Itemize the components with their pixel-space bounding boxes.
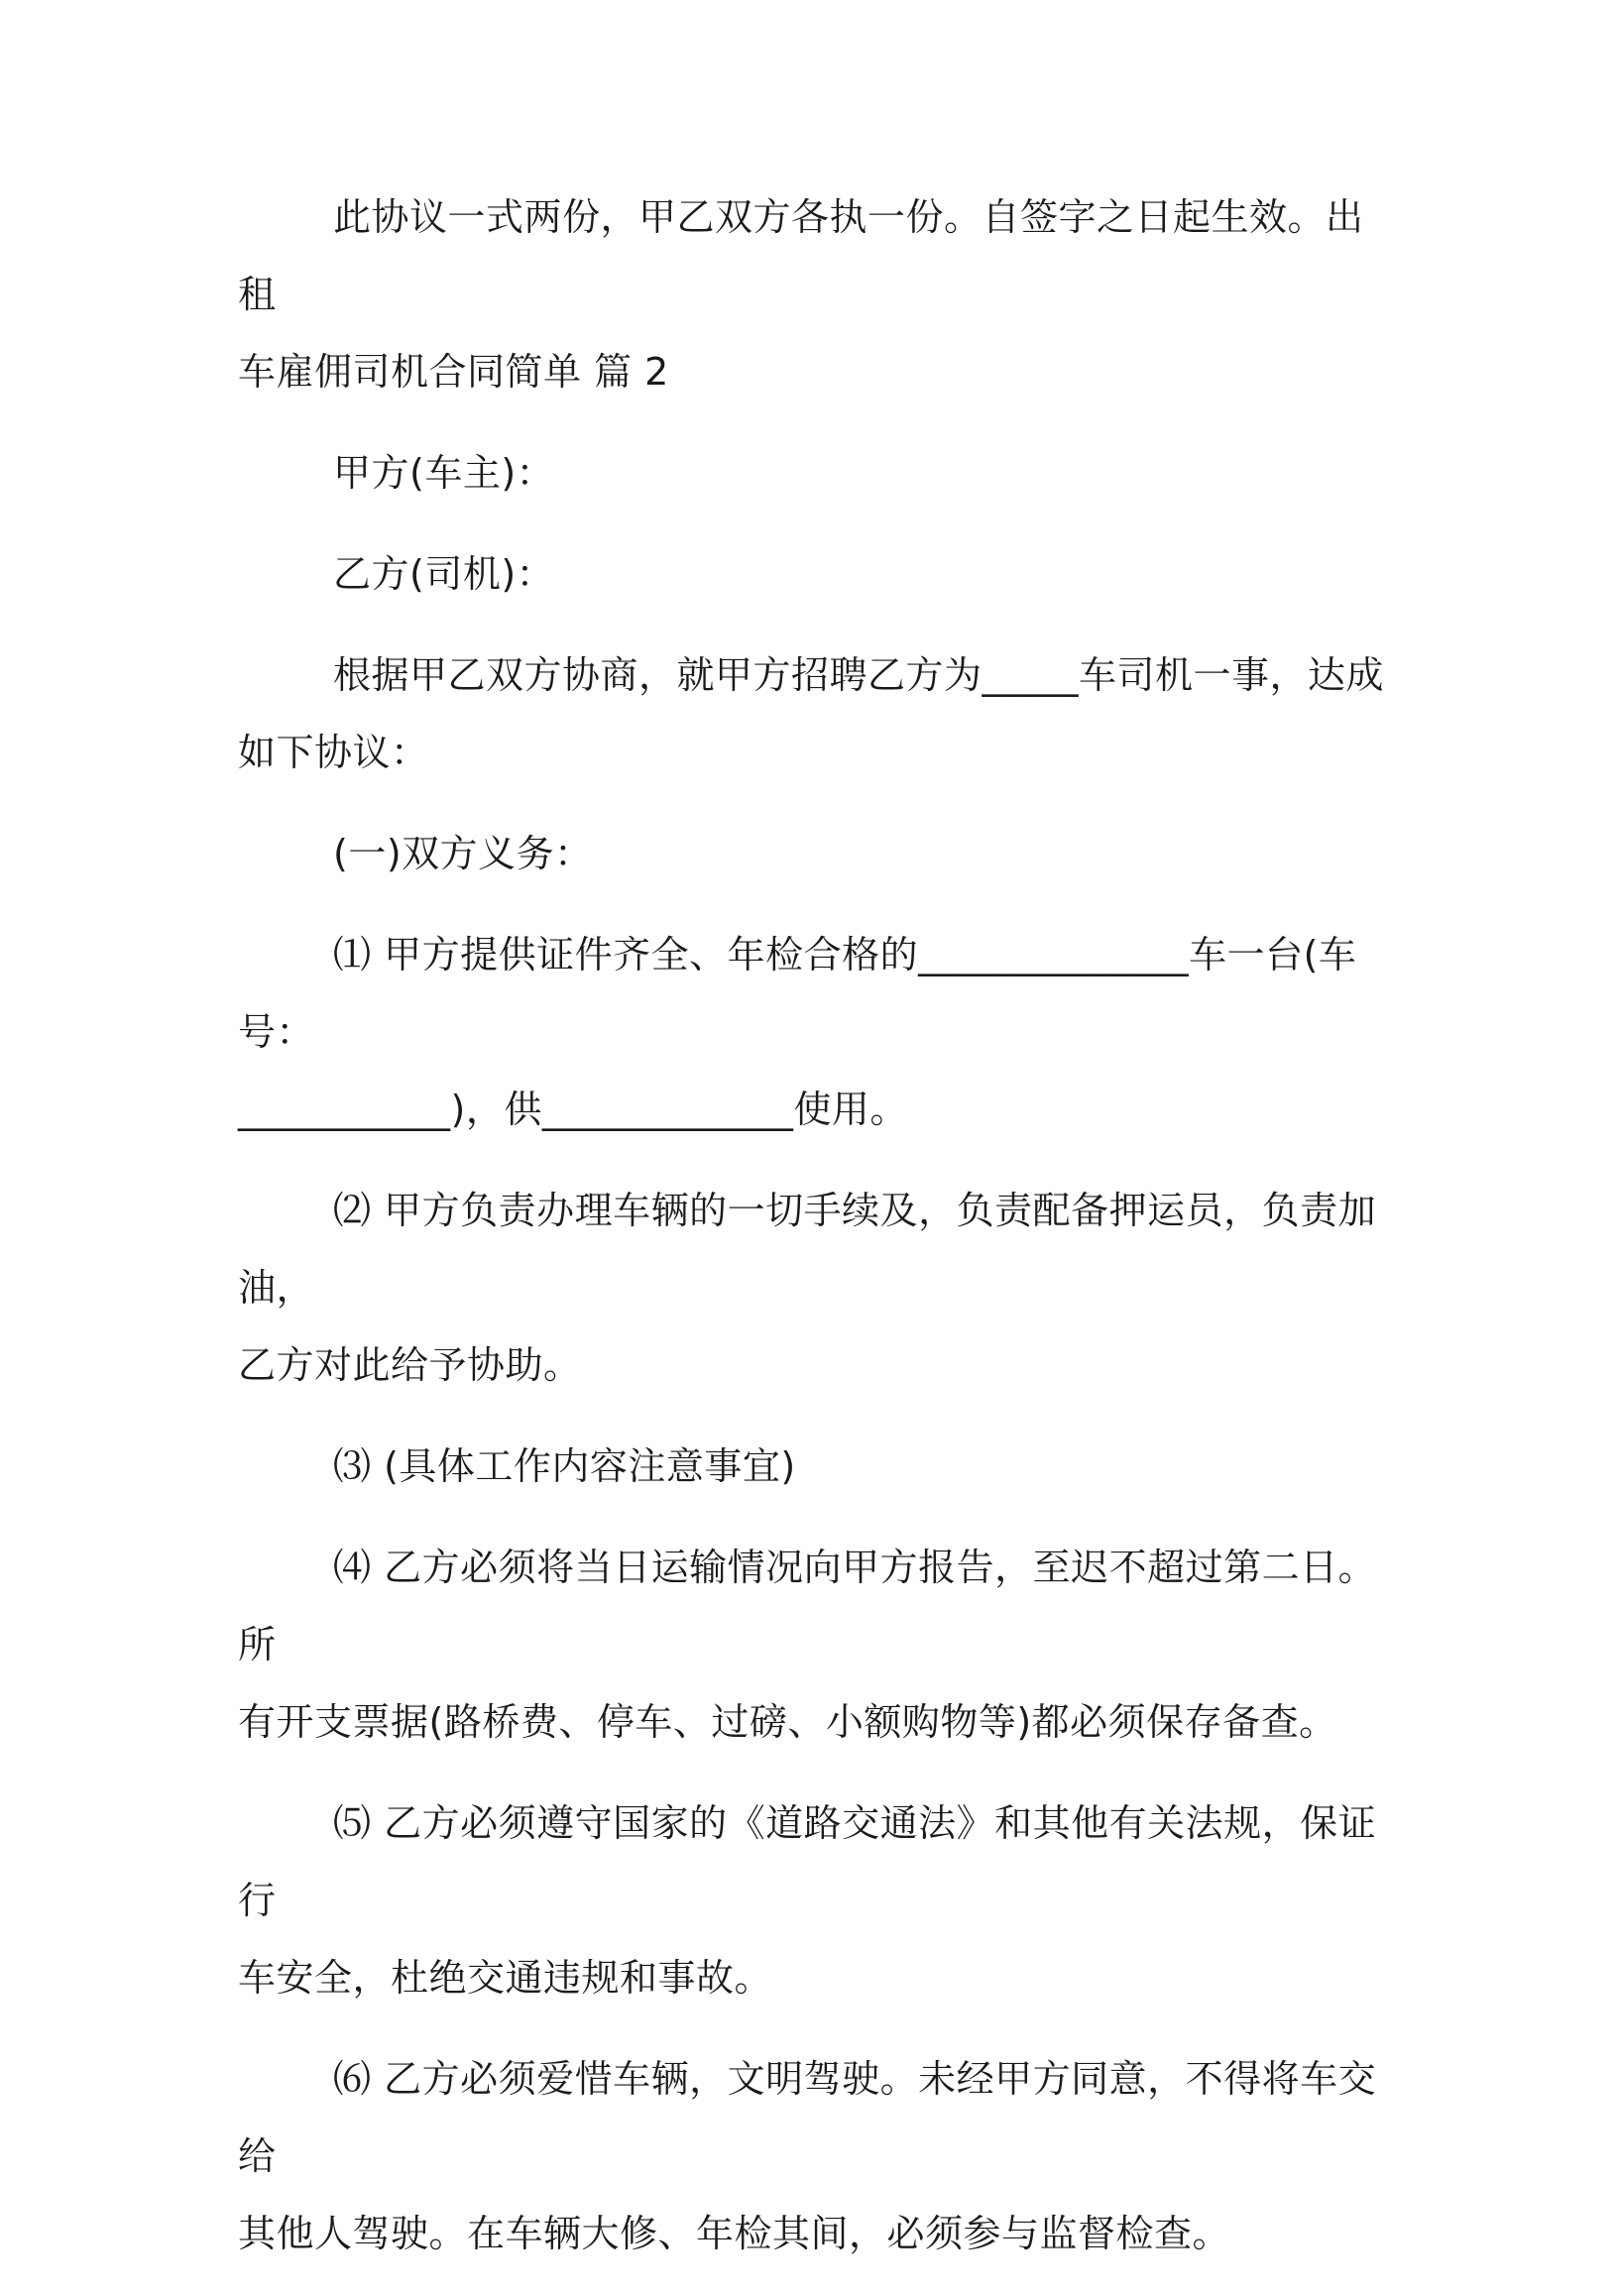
paragraph-line: 根据甲乙双方协商，就甲方招聘乙方为_____车司机一事，达成 [333,653,1385,697]
clause-3 [238,1428,1388,1505]
clause-1 [238,916,1388,1148]
paragraph-party-b [238,535,1388,613]
clause-5 [238,1784,1388,2016]
paragraph-line: 车雇佣司机合同简单 篇 2 [238,350,669,394]
paragraph-line: ⑸ 乙方必须遵守国家的《道路交通法》和其他有关法规，保证行 [238,1801,1377,1922]
paragraph-line: ⑶ (具体工作内容注意事宜) [333,1444,796,1488]
paragraph-line: 车安全，杜绝交通违规和事故。 [238,1956,773,2000]
paragraph-line: 乙方(司机)： [333,552,555,596]
document-body [238,178,1388,2296]
paragraph-line: 其他人驾驶。在车辆大修、年检其间，必须参与监督检查。 [238,2212,1231,2255]
paragraph-line: 此协议一式两份，甲乙双方各执一份。自签字之日起生效。出租 [238,195,1364,316]
paragraph-line: ⑹ 乙方必须爱惜车辆，文明驾驶。未经甲方同意，不得将车交给 [238,2057,1377,2178]
paragraph-line: 乙方对此给予协助。 [238,1343,582,1387]
paragraph-line: ⑴ 甲方提供证件齐全、年检合格的______________车一台(车号： [238,933,1357,1054]
paragraph-line: 甲方(车主)： [333,451,555,495]
clause-6 [238,2040,1388,2272]
clause-4 [238,1529,1388,1761]
clause-2 [238,1172,1388,1404]
paragraph-line: 如下协议： [238,731,429,774]
paragraph-line: 有开支票据(路桥费、停车、过磅、小额购物等)都必须保存备查。 [238,1700,1337,1744]
paragraph-party-a [238,434,1388,512]
paragraph-line: ⑷ 乙方必须将当日运输情况向甲方报告，至迟不超过第二日。所 [238,1546,1377,1666]
section-heading-obligations [238,815,1388,892]
paragraph-line: (一)双方义务： [333,832,593,875]
paragraph-agreement-effective [238,178,1388,410]
paragraph-line: ⑵ 甲方负责办理车辆的一切手续及，负责配备押运员，负责加油， [238,1189,1377,1310]
paragraph-intro [238,636,1388,791]
paragraph-line: ___________)，供_____________使用。 [238,1088,908,1131]
